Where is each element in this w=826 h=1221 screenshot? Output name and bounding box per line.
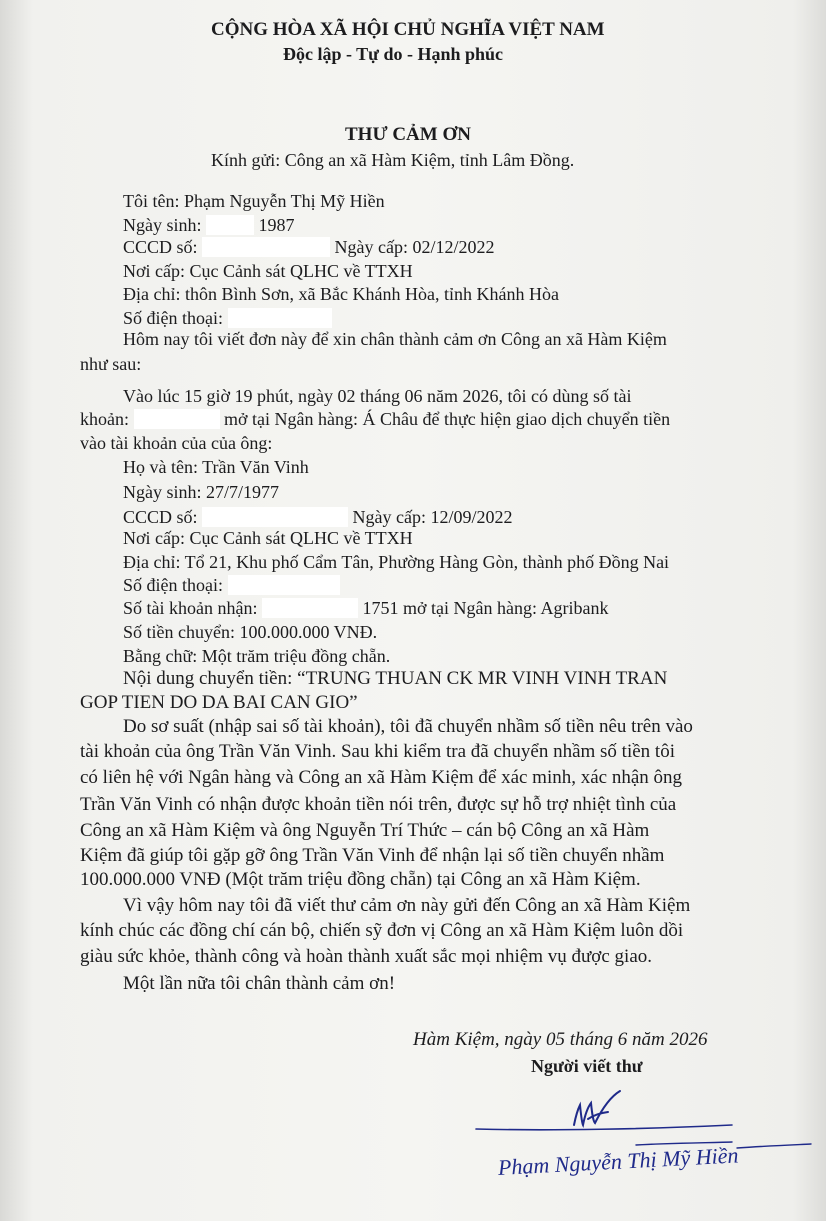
receiver-account-label: Số tài khoản nhận: <box>123 598 258 618</box>
transaction-line-2 <box>80 408 670 430</box>
place-date: Hàm Kiệm, ngày 05 tháng 6 năm 2026 <box>413 1029 708 1050</box>
redaction-box <box>134 409 220 429</box>
body-p1-line: Do sơ suất (nhập sai số tài khoản), tôi đã chuyển nhầm số tiền nêu trên vào <box>123 716 693 737</box>
transfer-content-line-2: GOP TIEN DO DA BAI CAN GIO” <box>80 692 358 713</box>
handwritten-underline <box>735 1142 813 1154</box>
intro-line-1: Hôm nay tôi viết đơn này để xin chân thành cảm ơn Công an xã Hàm Kiệm <box>123 329 667 349</box>
transaction-line-3: vào tài khoản của của ông: <box>80 433 273 453</box>
body-p1-line: 100.000.000 VNĐ (Một trăm triệu đồng chẵn) tại Công an xã Hàm Kiệm. <box>80 869 641 890</box>
receiver-issued-by: Nơi cấp: Cục Cảnh sát QLHC về TTXH <box>123 528 413 548</box>
receiver-account-rest: 1751 mở tại Ngân hàng: Agribank <box>362 598 609 618</box>
receiver-amount-words: Bằng chữ: Một trăm triệu đồng chẵn. <box>123 646 391 666</box>
national-title: CỘNG HÒA XÃ HỘI CHỦ NGHĨA VIỆT NAM <box>211 19 605 40</box>
body-p1-line: Công an xã Hàm Kiệm và ông Nguyễn Trí Thức – cán bộ Công an xã Hàm <box>80 820 650 841</box>
signer-role: Người viết thư <box>531 1056 643 1076</box>
handwritten-name: Phạm Nguyễn Thị Mỹ Hiền <box>497 1142 740 1180</box>
redaction-box <box>202 507 348 527</box>
letter-recipient: Kính gửi: Công an xã Hàm Kiệm, tỉnh Lâm Đồng. <box>211 150 575 170</box>
closing-line: Một lần nữa tôi chân thành cảm ơn! <box>123 973 396 994</box>
sender-dob-year: 1987 <box>258 215 295 235</box>
intro-line-2: như sau: <box>80 354 142 374</box>
sender-name: Tôi tên: Phạm Nguyễn Thị Mỹ Hiền <box>123 191 385 211</box>
body-p1-line: có liên hệ với Ngân hàng và Công an xã Hàm Kiệm để xác minh, xác nhận ông <box>80 767 683 788</box>
body-p2-line: kính chúc các đồng chí cán bộ, chiến sỹ đơn vị Công an xã Hàm Kiệm luôn dồi <box>80 920 684 941</box>
receiver-id-label: CCCD số: <box>123 507 198 527</box>
receiver-name: Họ và tên: Trần Văn Vinh <box>123 457 309 477</box>
receiver-account <box>123 597 608 619</box>
receiver-amount: Số tiền chuyển: 100.000.000 VNĐ. <box>123 622 378 642</box>
transaction-line-1: Vào lúc 15 giờ 19 phút, ngày 02 tháng 06 năm 2026, tôi có dùng số tài <box>123 386 632 406</box>
letter-title: THƯ CẢM ƠN <box>345 124 471 145</box>
receiver-id-issue-date: Ngày cấp: 12/09/2022 <box>352 507 513 527</box>
body-p2-line: Vì vậy hôm nay tôi đã viết thư cảm ơn này gửi đến Công an xã Hàm Kiệm <box>123 895 691 916</box>
body-p1-line: Trần Văn Vinh có nhận được khoản tiền nói trên, được sự hỗ trợ nhiệt tình của <box>80 794 677 815</box>
receiver-address: Địa chỉ: Tổ 21, Khu phố Cẩm Tân, Phường Hàng Gòn, thành phố Đồng Nai <box>123 552 670 572</box>
sender-dob-label: Ngày sinh: <box>123 215 202 235</box>
signature-mark <box>470 1085 740 1147</box>
redaction-box <box>262 598 358 618</box>
body-p2-line: giàu sức khỏe, thành công và hoàn thành xuất sắc mọi nhiệm vụ được giao. <box>80 946 653 967</box>
body-p1-line: tài khoản của ông Trần Văn Vinh. Sau khi kiểm tra đã chuyển nhầm số tiền tôi <box>80 741 675 762</box>
redaction-box <box>228 308 332 328</box>
redaction-box <box>228 575 340 595</box>
receiver-id <box>123 506 513 528</box>
receiver-phone-label: Số điện thoại: <box>123 575 223 595</box>
redaction-box <box>202 237 330 257</box>
redaction-box <box>206 215 254 235</box>
sender-phone-label: Số điện thoại: <box>123 308 223 328</box>
sender-issued-by: Nơi cấp: Cục Cảnh sát QLHC về TTXH <box>123 261 413 281</box>
body-p1-line: Kiệm đã giúp tôi gặp gỡ ông Trần Văn Vinh để nhận lại số tiền chuyển nhầm <box>80 845 665 866</box>
transfer-content-line-1: Nội dung chuyển tiền: “TRUNG THUAN CK MR VINH VINH TRAN <box>123 668 668 689</box>
sender-dob <box>123 214 295 236</box>
sender-id-label: CCCD số: <box>123 237 198 257</box>
receiver-phone <box>123 574 340 596</box>
receiver-dob: Ngày sinh: 27/7/1977 <box>123 482 279 502</box>
national-motto: Độc lập - Tự do - Hạnh phúc <box>283 44 504 64</box>
sender-address: Địa chỉ: thôn Bình Sơn, xã Bắc Khánh Hòa, tỉnh Khánh Hòa <box>123 284 559 304</box>
sender-id-issue-date: Ngày cấp: 02/12/2022 <box>334 237 495 257</box>
transaction-line-2-rest: mở tại Ngân hàng: Á Châu để thực hiện giao dịch chuyển tiền <box>224 409 671 429</box>
sender-phone <box>123 307 332 329</box>
sender-id <box>123 236 495 258</box>
transaction-account-label: khoản: <box>80 409 129 429</box>
